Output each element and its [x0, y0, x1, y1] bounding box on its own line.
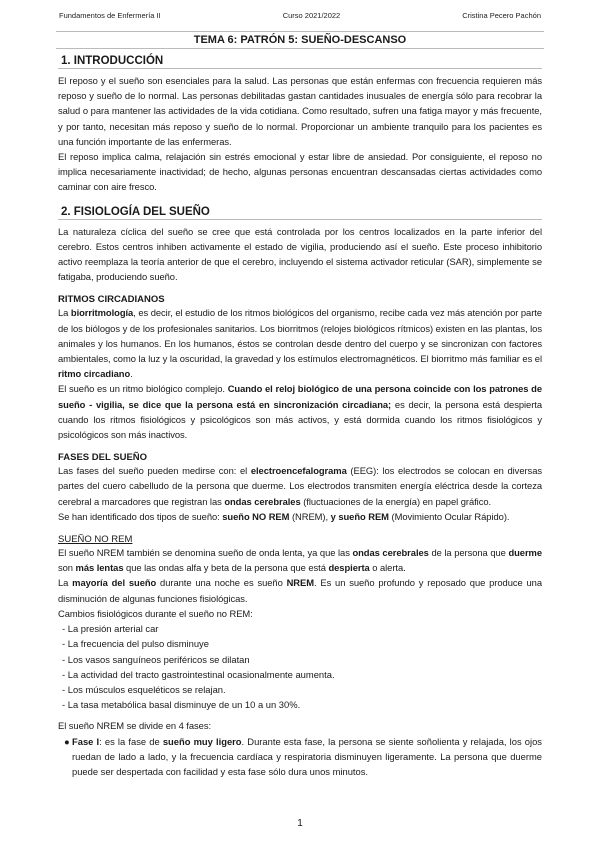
section-heading-introduccion: 1. INTRODUCCIÓN: [58, 54, 542, 69]
subheading-sueno-no-rem: SUEÑO NO REM: [58, 534, 133, 546]
subheading-fases: FASES DEL SUEÑO: [58, 452, 148, 464]
paragraph: La naturaleza cíclica del sueño se cree que está controlada por los centros localizados en la parte inferior del cerebro. Estos centros inhiben activamente el estado de vigilia, produciendo así el sueño. Este proceso inhibitorio activo reemplaza la teoría anterior de que el cerebro, incluyendo el sistema activador reticular (SAR), simplemente se fatigaba, produciendo sueño.: [58, 225, 542, 283]
physiological-changes-list: [58, 621, 542, 712]
list-item: - Los músculos esqueléticos se relajan.: [62, 682, 542, 697]
list-item: - La presión arterial car: [62, 621, 542, 636]
paragraph: El reposo y el sueño son esenciales para la salud. Las personas que están enfermas con frecuencia requieren más reposo y sueño de lo normal. Las personas debilitadas gastan cantidades inusuales de energía sólo para recobrar la salud o para mantener las actividades de la vida cotidiana. Como resultado, sufren una fatiga mayor y más frecuente, y por tanto, necesitan más reposo y sueño de lo normal. Proporcionar un ambiente tranquilo para los pacientes es una función importante de las enfermeras.: [58, 75, 542, 147]
paragraph: Cambios fisiológicos durante el sueño no REM:: [58, 607, 253, 619]
page-header: [59, 11, 541, 20]
paragraph: La mayoría del sueño durante una noche es sueño NREM. Es un sueño profundo y reposado que produce una disminución de algunas funciones fisiológicas.: [58, 577, 542, 604]
paragraph: El sueño es un ritmo biológico complejo. Cuando el reloj biológico de una persona coincide con los patrones de sueño - vigilia, se dice que la persona está en sincronización circadiana; es decir, la persona está despierta cuando los ritmos fisiológicos y psicológicos son más activos, y está dormida cuando los ritmos fisiológicos y psicológicos son más inactivos.: [58, 383, 542, 441]
list-item: - Los vasos sanguíneos periféricos se dilatan: [62, 652, 542, 667]
header-course: Fundamentos de Enfermería II: [59, 11, 161, 20]
paragraph: El sueño NREM se divide en 4 fases:: [58, 720, 212, 732]
page-number: 1: [297, 818, 303, 829]
paragraph: El reposo implica calma, relajación sin estrés emocional y estar libre de ansiedad. Por consiguiente, el reposo no implica necesariamente inactividad; de hecho, algunas personas encuentran descansadas ciertas actividades como caminar con aire fresco.: [58, 151, 542, 193]
phases-list: [58, 734, 542, 780]
document-body: [58, 54, 542, 779]
list-item: - La frecuencia del pulso disminuye: [62, 636, 542, 651]
paragraph: Se han identificado dos tipos de sueño: sueño NO REM (NREM), y sueño REM (Movimiento Ocular Rápido).: [58, 510, 510, 522]
document-title: TEMA 6: PATRÓN 5: SUEÑO-DESCANSO: [56, 31, 544, 49]
list-item: - La actividad del tracto gastrointestinal ocasionalmente aumenta.: [62, 667, 542, 682]
list-item: - La tasa metabólica basal disminuye de un 10 a un 30%.: [62, 697, 542, 712]
list-item: ● Fase I: es la fase de sueño muy ligero. Durante esta fase, la persona se siente soñolienta y relajada, los ojos ruedan de lado a lado, y la frecuencia cardíaca y respiratoria disminuyen ligeramente. La persona que duerme puede ser despertada con facilidad y esta fase sólo dura unos minutos.: [64, 735, 542, 777]
paragraph: El sueño NREM también se denomina sueño de onda lenta, ya que las ondas cerebrales de la persona que duerme son más lentas que las ondas alfa y beta de la persona que está despierta o alerta.: [58, 547, 543, 574]
header-year: Curso 2021/2022: [282, 11, 341, 20]
header-author: Cristina Pecero Pachón: [462, 11, 541, 20]
paragraph: La biorritmología, es decir, el estudio de los ritmos biológicos del organismo, recibe cada vez más atención por parte de los biólogos y de los profesionales sanitarios. Los biorritmos (relojes biológicos rítmicos) existen en las plantas, los animales y los humanos. En los humanos, éstos se controlan desde dentro del cuerpo y se sincronizan con factores ambientales, como la luz y la oscuridad, la gravedad y los estímulos electromagnéticos. El biorritmo más familiar es el ritmo circadiano.: [58, 307, 542, 380]
bullet-icon: ●: [64, 735, 70, 747]
section-heading-fisiologia: 2. FISIOLOGÍA DEL SUEÑO: [58, 205, 542, 220]
paragraph: Las fases del sueño pueden medirse con: el electroencefalograma (EEG): los electrodos se colocan en diversas partes del cuero cabelludo de la persona que duerme. Los electrodos transmiten energía eléctrica desde la corteza cerebral a marcadores que registran las ondas cerebrales (fluctuaciones de la energía) en papel gráfico.: [58, 465, 542, 507]
subheading-ritmos: RITMOS CIRCADIANOS: [58, 294, 165, 306]
